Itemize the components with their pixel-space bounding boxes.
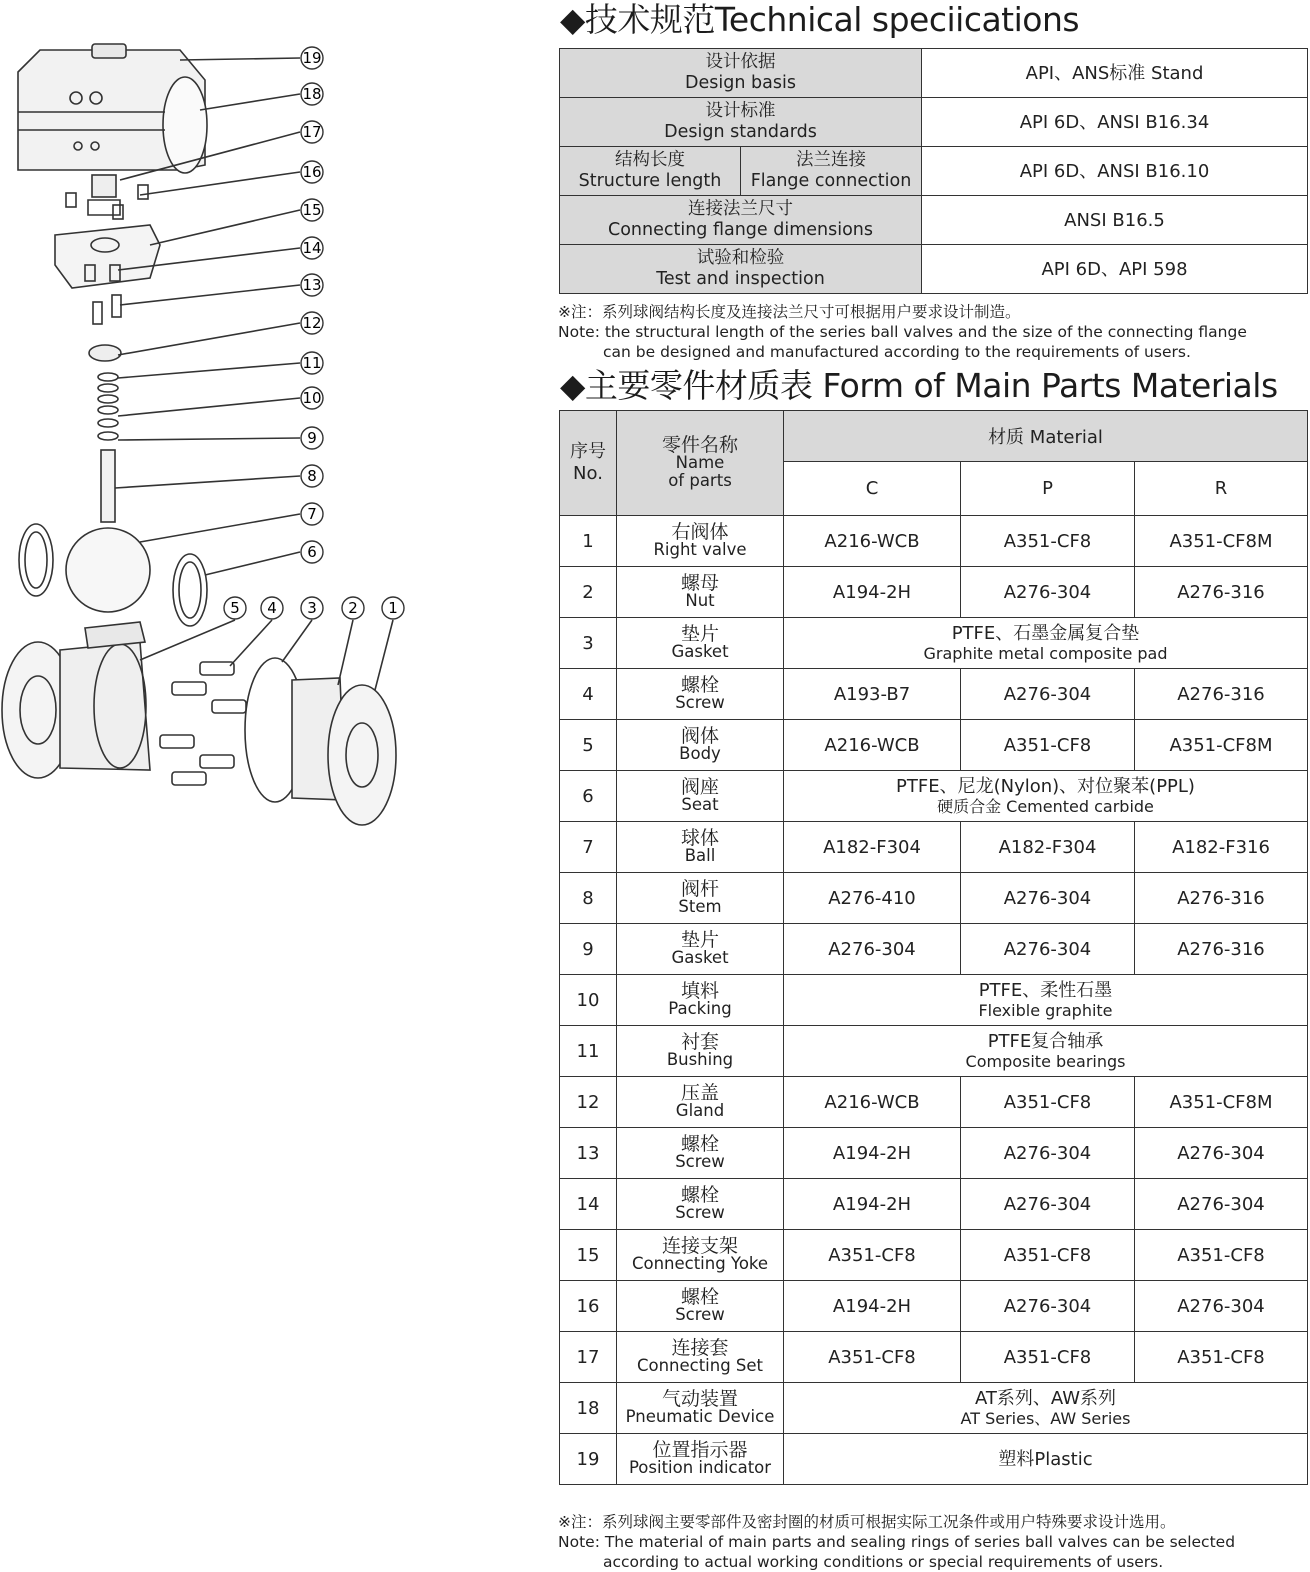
header-no: 序号 No. xyxy=(560,411,617,516)
svg-text:16: 16 xyxy=(302,163,322,181)
note-zh: ※注：系列球阀主要零部件及密封圈的材质可根据实际工况条件或用户特殊要求设计选用。 xyxy=(558,1513,1176,1531)
part-no: 18 xyxy=(560,1383,617,1434)
part-name: 螺母 Nut xyxy=(617,567,784,618)
svg-text:11: 11 xyxy=(302,354,322,372)
spec-value: API 6D、ANSI B16.34 xyxy=(922,98,1308,147)
spec-label: 连接法兰尺寸 Connecting flange dimensions xyxy=(560,196,922,245)
material-c: A194-2H xyxy=(784,1179,961,1230)
material-r: A276-304 xyxy=(1135,1281,1308,1332)
svg-text:18: 18 xyxy=(302,85,322,103)
table-row xyxy=(560,1128,1308,1179)
material-p: A182-F304 xyxy=(961,822,1135,873)
callout-10 xyxy=(301,387,323,409)
table-row xyxy=(560,720,1308,771)
svg-text:10: 10 xyxy=(302,389,322,407)
part-name: 右阀体 Right valve xyxy=(617,516,784,567)
material-p: A276-304 xyxy=(961,924,1135,975)
material-p: A351-CF8 xyxy=(961,1230,1135,1281)
table-row xyxy=(560,1332,1308,1383)
material-r: A276-316 xyxy=(1135,873,1308,924)
note-en-2: can be designed and manufactured according to the requirements of users. xyxy=(603,343,1191,361)
callout-12 xyxy=(301,312,323,334)
part-name: 气动装置 Pneumatic Device xyxy=(617,1383,784,1434)
part-no: 10 xyxy=(560,975,617,1026)
callout-17 xyxy=(301,121,323,143)
spec-row xyxy=(560,147,1308,196)
svg-text:17: 17 xyxy=(302,123,322,141)
part-name: 垫片 Gasket xyxy=(617,924,784,975)
material-r: A276-316 xyxy=(1135,669,1308,720)
part-no: 4 xyxy=(560,669,617,720)
part-no: 9 xyxy=(560,924,617,975)
part-no: 7 xyxy=(560,822,617,873)
part-no: 16 xyxy=(560,1281,617,1332)
material-c: A216-WCB xyxy=(784,516,961,567)
svg-text:15: 15 xyxy=(302,201,322,219)
material-c: A193-B7 xyxy=(784,669,961,720)
material-c: A216-WCB xyxy=(784,1077,961,1128)
material-c: A194-2H xyxy=(784,1128,961,1179)
exploded-valve-diagram xyxy=(0,30,430,840)
callout-1 xyxy=(382,597,404,619)
callout-labels xyxy=(224,47,404,619)
spec-label: 试验和检验 Test and inspection xyxy=(560,245,922,294)
material-r: A351-CF8 xyxy=(1135,1230,1308,1281)
material-r: A351-CF8M xyxy=(1135,516,1308,567)
table-row xyxy=(560,1179,1308,1230)
part-name: 垫片 Gasket xyxy=(617,618,784,669)
material-p: A351-CF8 xyxy=(961,1077,1135,1128)
table-row xyxy=(560,567,1308,618)
material-r: A182-F316 xyxy=(1135,822,1308,873)
spec-row xyxy=(560,245,1308,294)
part-no: 17 xyxy=(560,1332,617,1383)
spec-label-2: 法兰连接 Flange connection xyxy=(741,147,922,196)
callout-18 xyxy=(301,83,323,105)
material-p: A276-304 xyxy=(961,567,1135,618)
part-name: 螺栓 Screw xyxy=(617,669,784,720)
table-row xyxy=(560,771,1308,822)
material-p: A276-304 xyxy=(961,1128,1135,1179)
note-en-1: Note: The material of main parts and sealing rings of series ball valves can be selected xyxy=(558,1533,1236,1551)
svg-text:2: 2 xyxy=(348,599,358,617)
spec-value: API 6D、ANSI B16.10 xyxy=(922,147,1308,196)
part-no: 2 xyxy=(560,567,617,618)
table-row xyxy=(560,618,1308,669)
svg-text:9: 9 xyxy=(307,429,317,447)
material-p: A276-304 xyxy=(961,669,1135,720)
header-material: 材质 Material xyxy=(784,411,1308,462)
material-c: A276-410 xyxy=(784,873,961,924)
material-p: A276-304 xyxy=(961,873,1135,924)
part-name: 衬套 Bushing xyxy=(617,1026,784,1077)
spec-value: API 6D、API 598 xyxy=(922,245,1308,294)
part-no: 13 xyxy=(560,1128,617,1179)
part-name: 位置指示器 Position indicator xyxy=(617,1434,784,1485)
material-spanning: 塑料Plastic xyxy=(784,1434,1308,1485)
note-en-2: according to actual working conditions or special requirements of users. xyxy=(603,1553,1164,1571)
table-row xyxy=(560,975,1308,1026)
table-row xyxy=(560,924,1308,975)
material-spanning: PTFE、柔性石墨 Flexible graphite xyxy=(784,975,1308,1026)
callout-9 xyxy=(301,427,323,449)
material-p: A351-CF8 xyxy=(961,720,1135,771)
callout-5 xyxy=(224,597,246,619)
material-c: A194-2H xyxy=(784,567,961,618)
spec-row xyxy=(560,98,1308,147)
callout-7 xyxy=(301,503,323,525)
callout-2 xyxy=(342,597,364,619)
spec-row xyxy=(560,49,1308,98)
callout-19 xyxy=(301,47,323,69)
svg-text:5: 5 xyxy=(230,599,240,617)
svg-text:1: 1 xyxy=(388,599,398,617)
material-r: A351-CF8M xyxy=(1135,1077,1308,1128)
callout-4 xyxy=(261,597,283,619)
spec-value: API、ANS标准 Stand xyxy=(922,49,1308,98)
part-no: 14 xyxy=(560,1179,617,1230)
spec-label: 设计依据 Design basis xyxy=(560,49,922,98)
material-c: A216-WCB xyxy=(784,720,961,771)
part-name: 螺栓 Screw xyxy=(617,1128,784,1179)
callout-3 xyxy=(301,597,323,619)
part-name: 螺栓 Screw xyxy=(617,1179,784,1230)
note-zh: ※注：系列球阀结构长度及连接法兰尺寸可根据用户要求设计制造。 xyxy=(558,303,1021,321)
table-row xyxy=(560,669,1308,720)
technical-specifications-title: ◆技术规范Technical speciications xyxy=(560,0,1080,39)
material-p: A276-304 xyxy=(961,1281,1135,1332)
part-name: 压盖 Gland xyxy=(617,1077,784,1128)
spec-note xyxy=(558,302,1247,362)
material-spanning: PTFE、石墨金属复合垫 Graphite metal composite pad xyxy=(784,618,1308,669)
part-no: 5 xyxy=(560,720,617,771)
table-row xyxy=(560,1026,1308,1077)
callout-11 xyxy=(301,352,323,374)
part-name: 连接支架 Connecting Yoke xyxy=(617,1230,784,1281)
material-p: A276-304 xyxy=(961,1179,1135,1230)
material-r: A276-304 xyxy=(1135,1128,1308,1179)
table-row xyxy=(560,516,1308,567)
material-spanning: PTFE、尼龙(Nylon)、对位聚苯(PPL) 硬质合金 Cemented carbide xyxy=(784,771,1308,822)
material-p: A351-CF8 xyxy=(961,516,1135,567)
part-name: 球体 Ball xyxy=(617,822,784,873)
materials-title: ◆主要零件材质表 Form of Main Parts Materials xyxy=(560,366,1278,405)
svg-text:13: 13 xyxy=(302,276,322,294)
material-c: A351-CF8 xyxy=(784,1332,961,1383)
part-name: 螺栓 Screw xyxy=(617,1281,784,1332)
material-p: A351-CF8 xyxy=(961,1332,1135,1383)
part-no: 15 xyxy=(560,1230,617,1281)
spec-value: ANSI B16.5 xyxy=(922,196,1308,245)
table-row xyxy=(560,873,1308,924)
material-spanning: AT系列、AW系列 AT Series、AW Series xyxy=(784,1383,1308,1434)
part-no: 12 xyxy=(560,1077,617,1128)
spec-label: 结构长度 Structure length xyxy=(560,147,741,196)
svg-text:12: 12 xyxy=(302,314,322,332)
svg-text:8: 8 xyxy=(307,467,317,485)
part-name: 阀杆 Stem xyxy=(617,873,784,924)
material-r: A351-CF8 xyxy=(1135,1332,1308,1383)
header-name: 零件名称 Name of parts xyxy=(617,411,784,516)
part-no: 19 xyxy=(560,1434,617,1485)
technical-specifications-table xyxy=(559,48,1308,294)
header-col-r: R xyxy=(1135,462,1308,516)
callout-16 xyxy=(301,161,323,183)
spec-row xyxy=(560,196,1308,245)
header-col-c: C xyxy=(784,462,961,516)
part-no: 11 xyxy=(560,1026,617,1077)
svg-text:14: 14 xyxy=(302,239,322,257)
table-row xyxy=(560,1383,1308,1434)
spec-label: 设计标准 Design standards xyxy=(560,98,922,147)
callout-13 xyxy=(301,274,323,296)
svg-text:7: 7 xyxy=(307,505,317,523)
table-row xyxy=(560,822,1308,873)
material-r: A276-316 xyxy=(1135,924,1308,975)
part-no: 6 xyxy=(560,771,617,822)
material-r: A351-CF8M xyxy=(1135,720,1308,771)
part-no: 8 xyxy=(560,873,617,924)
materials-table xyxy=(559,410,1308,1485)
header-col-p: P xyxy=(961,462,1135,516)
table-row xyxy=(560,1281,1308,1332)
part-name: 阀座 Seat xyxy=(617,771,784,822)
material-c: A351-CF8 xyxy=(784,1230,961,1281)
table-row xyxy=(560,1077,1308,1128)
materials-note xyxy=(558,1512,1235,1572)
callout-15 xyxy=(301,199,323,221)
svg-text:19: 19 xyxy=(302,49,322,67)
part-name: 连接套 Connecting Set xyxy=(617,1332,784,1383)
part-name: 填料 Packing xyxy=(617,975,784,1026)
material-c: A276-304 xyxy=(784,924,961,975)
svg-text:3: 3 xyxy=(307,599,317,617)
material-r: A276-304 xyxy=(1135,1179,1308,1230)
table-row xyxy=(560,1230,1308,1281)
callout-6 xyxy=(301,541,323,563)
materials-header-row xyxy=(560,411,1308,462)
table-row xyxy=(560,1434,1308,1485)
part-name: 阀体 Body xyxy=(617,720,784,771)
svg-text:4: 4 xyxy=(267,599,277,617)
part-no: 1 xyxy=(560,516,617,567)
material-spanning: PTFE复合轴承 Composite bearings xyxy=(784,1026,1308,1077)
material-c: A194-2H xyxy=(784,1281,961,1332)
note-en-1: Note: the structural length of the series ball valves and the size of the connecting flange xyxy=(558,323,1247,341)
part-no: 3 xyxy=(560,618,617,669)
material-c: A182-F304 xyxy=(784,822,961,873)
material-r: A276-316 xyxy=(1135,567,1308,618)
callout-14 xyxy=(301,237,323,259)
svg-text:6: 6 xyxy=(307,543,317,561)
callout-8 xyxy=(301,465,323,487)
